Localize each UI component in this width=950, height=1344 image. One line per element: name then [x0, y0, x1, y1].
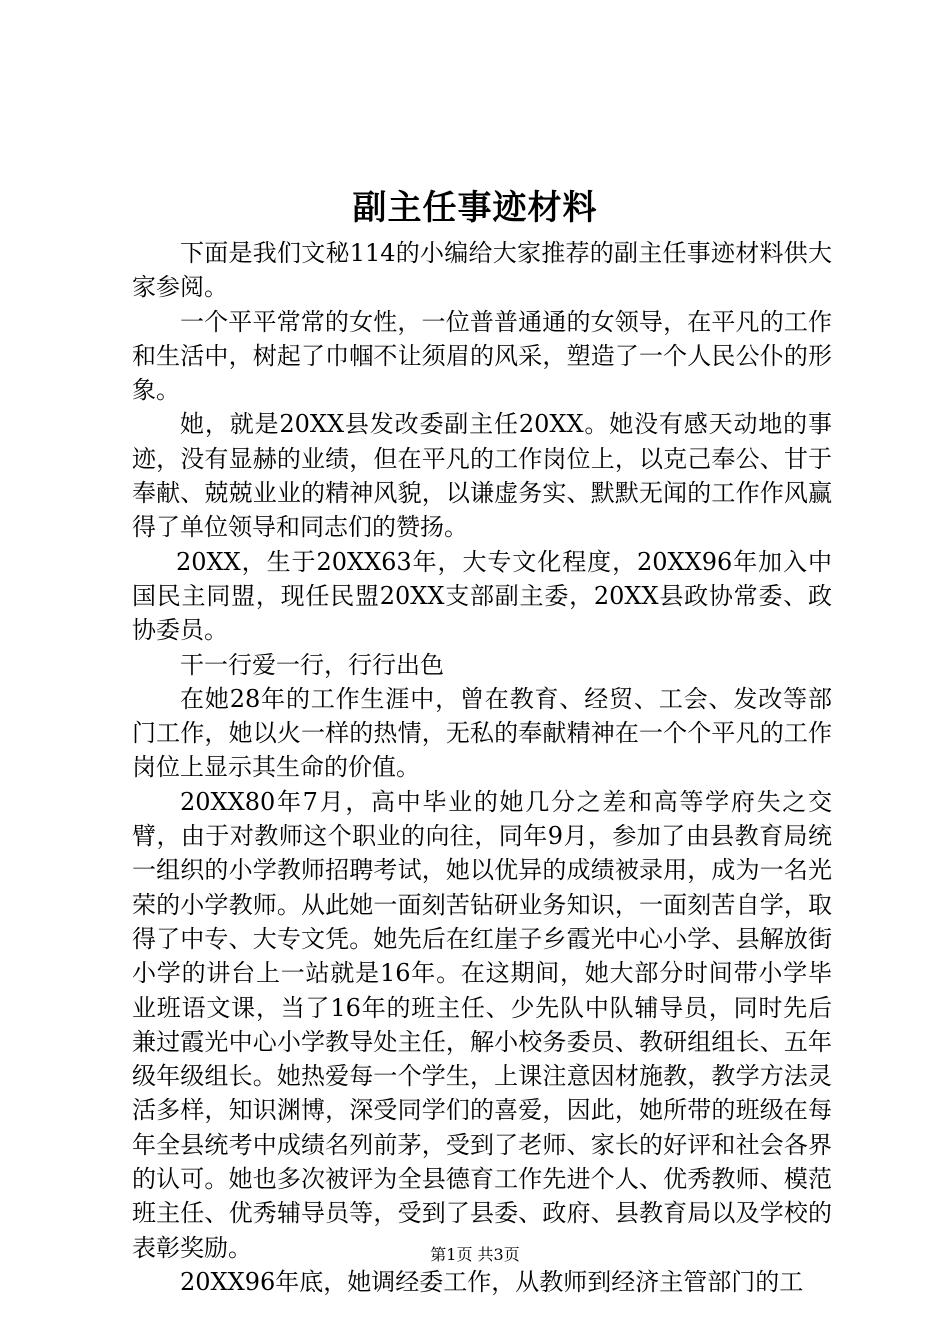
paragraph-identity: 她，就是20XX县发改委副主任20XX。她没有感天动地的事迹，没有显赫的业绩，但在平凡的工作岗位上，以克己奉公、甘于奉献、兢兢业业的精神风貌，以谦虚务实、默默无闻的工作作风赢得了单位领导和同志们的赞扬。: [132, 410, 832, 542]
page-footer: 第1页 共3页: [430, 1245, 520, 1264]
section-heading: 干一行爱一行，行行出色: [180, 650, 444, 679]
paragraph-background: 20XX，生于20XX63年，大专文化程度，20XX96年加入中国民主同盟，现任民盟20XX支部副主委，20XX县政协常委、政协委员。: [132, 547, 832, 645]
paragraph-career: 在她28年的工作生涯中，曾在教育、经贸、工会、发改等部门工作，她以火一样的热情，无私的奉献精神在一个个平凡的工作岗位上显示其生命的价值。: [132, 684, 832, 782]
paragraph-teaching: 20XX80年7月，高中毕业的她几分之差和高等学府失之交臂，由于对教师这个职业的向往，同年9月，参加了由县教育局统一组织的小学教师招聘考试，她以优异的成绩被录用，成为一名光荣的小学教师。从此她一面刻苦钻研业务知识，一面刻苦自学，取得了中专、大专文凭。她先后在红崖子乡霞光中心小学、县解放街小学的讲台上一站就是16年。在这期间，她大部分时间带小学毕业班语文课，当了16年的班主任、少先队中队辅导员，同时先后兼过霞光中心小学教导处主任，解小校务委员、教研组组长、五年级年级组长。她热爱每一个学生，上课注意因材施教，教学方法灵活多样，知识渊博，深受同学们的喜爱，因此，她所带的班级在每年全县统考中成绩名列前茅，受到了老师、家长的好评和社会各界的认可。她也多次被评为全县德育工作先进个人、优秀教师、模范班主任、优秀辅导员等，受到了县委、政府、县教育局以及学校的表彰奖励。: [132, 787, 832, 1262]
paragraph-profile: 一个平平常常的女性，一位普普通通的女领导，在平凡的工作和生活中，树起了巾帼不让须眉的风采，塑造了一个人民公仆的形象。: [132, 307, 832, 405]
document-title: 副主任事迹材料: [352, 188, 598, 228]
document-body: [132, 236, 832, 1299]
paragraph-transfer: 20XX96年底，她调经委工作，从教师到经济主管部门的工: [180, 1267, 804, 1296]
paragraph-intro: 下面是我们文秘114的小编给大家推荐的副主任事迹材料供大家参阅。: [132, 239, 832, 302]
